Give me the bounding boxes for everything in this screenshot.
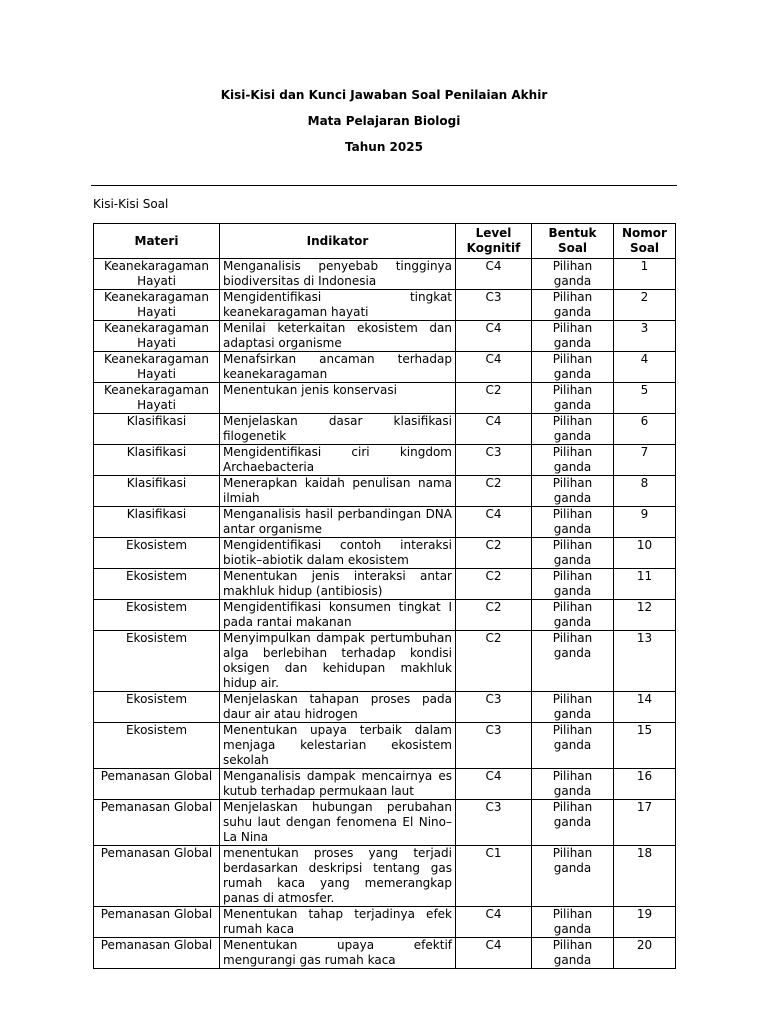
cell-nomor-soal: 1	[614, 259, 676, 290]
cell-bentuk-soal: Pilihan ganda	[532, 290, 614, 321]
document-title: Kisi-Kisi dan Kunci Jawaban Soal Penilaian Akhir	[220, 88, 548, 102]
cell-materi: Ekosistem	[94, 538, 220, 569]
cell-indikator: Menentukan jenis interaksi antar makhluk hidup (antibiosis)	[220, 569, 456, 600]
table-header-row	[94, 224, 676, 259]
cell-materi: Ekosistem	[94, 631, 220, 692]
cell-nomor-soal: 17	[614, 800, 676, 846]
cell-level-kognitif: C1	[456, 846, 532, 907]
cell-nomor-soal: 9	[614, 507, 676, 538]
cell-indikator: menentukan proses yang terjadi berdasarkan deskripsi tentang gas rumah kaca yang memerangkap panas di atmosfer.	[220, 846, 456, 907]
table-row	[94, 321, 676, 352]
cell-materi: Pemanasan Global	[94, 800, 220, 846]
cell-level-kognitif: C4	[456, 414, 532, 445]
cell-nomor-soal: 14	[614, 692, 676, 723]
cell-nomor-soal: 19	[614, 907, 676, 938]
cell-bentuk-soal: Pilihan ganda	[532, 800, 614, 846]
cell-level-kognitif: C4	[456, 352, 532, 383]
cell-materi: Ekosistem	[94, 569, 220, 600]
cell-nomor-soal: 2	[614, 290, 676, 321]
table-row	[94, 600, 676, 631]
header-level-kognitif: Level Kognitif	[456, 224, 532, 259]
cell-level-kognitif: C2	[456, 600, 532, 631]
header-indikator: Indikator	[220, 224, 456, 259]
table-row	[94, 290, 676, 321]
table-row	[94, 445, 676, 476]
cell-level-kognitif: C2	[456, 383, 532, 414]
cell-materi: Ekosistem	[94, 723, 220, 769]
cell-level-kognitif: C3	[456, 445, 532, 476]
cell-nomor-soal: 11	[614, 569, 676, 600]
document-year: Tahun 2025	[345, 140, 423, 154]
cell-level-kognitif: C2	[456, 631, 532, 692]
cell-indikator: Menganalisis hasil perbandingan DNA antar organisme	[220, 507, 456, 538]
table-row	[94, 723, 676, 769]
cell-indikator: Menjelaskan hubungan perubahan suhu laut dengan fenomena El Nino–La Nina	[220, 800, 456, 846]
cell-bentuk-soal: Pilihan ganda	[532, 383, 614, 414]
cell-materi: Ekosistem	[94, 692, 220, 723]
cell-nomor-soal: 20	[614, 938, 676, 969]
cell-nomor-soal: 12	[614, 600, 676, 631]
cell-materi: Pemanasan Global	[94, 769, 220, 800]
cell-materi: Klasifikasi	[94, 507, 220, 538]
cell-level-kognitif: C4	[456, 259, 532, 290]
cell-bentuk-soal: Pilihan ganda	[532, 321, 614, 352]
cell-indikator: Mengidentifikasi contoh interaksi biotik–abiotik dalam ekosistem	[220, 538, 456, 569]
table-row	[94, 631, 676, 692]
table-row	[94, 383, 676, 414]
cell-bentuk-soal: Pilihan ganda	[532, 507, 614, 538]
cell-nomor-soal: 3	[614, 321, 676, 352]
cell-level-kognitif: C2	[456, 476, 532, 507]
cell-bentuk-soal: Pilihan ganda	[532, 600, 614, 631]
cell-bentuk-soal: Pilihan ganda	[532, 538, 614, 569]
table-row	[94, 769, 676, 800]
cell-indikator: Menganalisis dampak mencairnya es kutub terhadap permukaan laut	[220, 769, 456, 800]
cell-materi: Klasifikasi	[94, 414, 220, 445]
table-row	[94, 569, 676, 600]
cell-indikator: Menentukan tahap terjadinya efek rumah kaca	[220, 907, 456, 938]
table-row	[94, 800, 676, 846]
cell-level-kognitif: C3	[456, 800, 532, 846]
cell-indikator: Menentukan jenis konservasi	[220, 383, 456, 414]
cell-materi: Keanekaragaman Hayati	[94, 383, 220, 414]
section-label: Kisi-Kisi Soal	[93, 197, 169, 211]
cell-indikator: Mengidentifikasi ciri kingdom Archaebacteria	[220, 445, 456, 476]
cell-level-kognitif: C4	[456, 321, 532, 352]
cell-level-kognitif: C4	[456, 938, 532, 969]
header-nomor-soal: Nomor Soal	[614, 224, 676, 259]
cell-nomor-soal: 8	[614, 476, 676, 507]
cell-materi: Pemanasan Global	[94, 907, 220, 938]
cell-bentuk-soal: Pilihan ganda	[532, 692, 614, 723]
table-row	[94, 692, 676, 723]
cell-bentuk-soal: Pilihan ganda	[532, 907, 614, 938]
cell-materi: Klasifikasi	[94, 445, 220, 476]
cell-level-kognitif: C4	[456, 769, 532, 800]
table-row	[94, 907, 676, 938]
cell-nomor-soal: 13	[614, 631, 676, 692]
cell-materi: Ekosistem	[94, 600, 220, 631]
cell-indikator: Menilai keterkaitan ekosistem dan adaptasi organisme	[220, 321, 456, 352]
cell-bentuk-soal: Pilihan ganda	[532, 259, 614, 290]
cell-level-kognitif: C3	[456, 692, 532, 723]
cell-bentuk-soal: Pilihan ganda	[532, 769, 614, 800]
table-row	[94, 538, 676, 569]
table-row	[94, 938, 676, 969]
cell-level-kognitif: C2	[456, 538, 532, 569]
cell-nomor-soal: 18	[614, 846, 676, 907]
cell-indikator: Menjelaskan tahapan proses pada daur air atau hidrogen	[220, 692, 456, 723]
cell-indikator: Menentukan upaya terbaik dalam menjaga kelestarian ekosistem sekolah	[220, 723, 456, 769]
cell-indikator: Menganalisis penyebab tingginya biodiversitas di Indonesia	[220, 259, 456, 290]
cell-level-kognitif: C2	[456, 569, 532, 600]
cell-nomor-soal: 7	[614, 445, 676, 476]
cell-bentuk-soal: Pilihan ganda	[532, 445, 614, 476]
cell-bentuk-soal: Pilihan ganda	[532, 476, 614, 507]
cell-indikator: Menerapkan kaidah penulisan nama ilmiah	[220, 476, 456, 507]
cell-nomor-soal: 16	[614, 769, 676, 800]
cell-materi: Keanekaragaman Hayati	[94, 321, 220, 352]
table-row	[94, 507, 676, 538]
cell-bentuk-soal: Pilihan ganda	[532, 352, 614, 383]
cell-indikator: Menyimpulkan dampak pertumbuhan alga berlebihan terhadap kondisi oksigen dan kehidupan makhluk hidup air.	[220, 631, 456, 692]
cell-nomor-soal: 15	[614, 723, 676, 769]
horizontal-divider	[91, 185, 677, 186]
cell-indikator: Menjelaskan dasar klasifikasi filogenetik	[220, 414, 456, 445]
cell-indikator: Mengidentifikasi tingkat keanekaragaman hayati	[220, 290, 456, 321]
table-row	[94, 476, 676, 507]
table-row	[94, 846, 676, 907]
header-bentuk-soal: Bentuk Soal	[532, 224, 614, 259]
kisi-kisi-table	[93, 223, 676, 969]
cell-nomor-soal: 5	[614, 383, 676, 414]
cell-materi: Keanekaragaman Hayati	[94, 259, 220, 290]
cell-nomor-soal: 4	[614, 352, 676, 383]
cell-indikator: Menentukan upaya efektif mengurangi gas rumah kaca	[220, 938, 456, 969]
cell-indikator: Menafsirkan ancaman terhadap keanekaragaman	[220, 352, 456, 383]
cell-bentuk-soal: Pilihan ganda	[532, 414, 614, 445]
cell-bentuk-soal: Pilihan ganda	[532, 846, 614, 907]
cell-nomor-soal: 10	[614, 538, 676, 569]
cell-bentuk-soal: Pilihan ganda	[532, 723, 614, 769]
cell-level-kognitif: C3	[456, 290, 532, 321]
cell-bentuk-soal: Pilihan ganda	[532, 938, 614, 969]
cell-level-kognitif: C4	[456, 907, 532, 938]
cell-materi: Klasifikasi	[94, 476, 220, 507]
header-materi: Materi	[94, 224, 220, 259]
cell-materi: Keanekaragaman Hayati	[94, 290, 220, 321]
document-subject: Mata Pelajaran Biologi	[307, 114, 461, 128]
table-row	[94, 259, 676, 290]
table-row	[94, 414, 676, 445]
table-body	[94, 259, 676, 969]
cell-level-kognitif: C4	[456, 507, 532, 538]
cell-indikator: Mengidentifikasi konsumen tingkat I pada rantai makanan	[220, 600, 456, 631]
cell-bentuk-soal: Pilihan ganda	[532, 631, 614, 692]
cell-bentuk-soal: Pilihan ganda	[532, 569, 614, 600]
cell-materi: Pemanasan Global	[94, 846, 220, 907]
cell-materi: Keanekaragaman Hayati	[94, 352, 220, 383]
cell-nomor-soal: 6	[614, 414, 676, 445]
cell-materi: Pemanasan Global	[94, 938, 220, 969]
cell-level-kognitif: C3	[456, 723, 532, 769]
table-row	[94, 352, 676, 383]
